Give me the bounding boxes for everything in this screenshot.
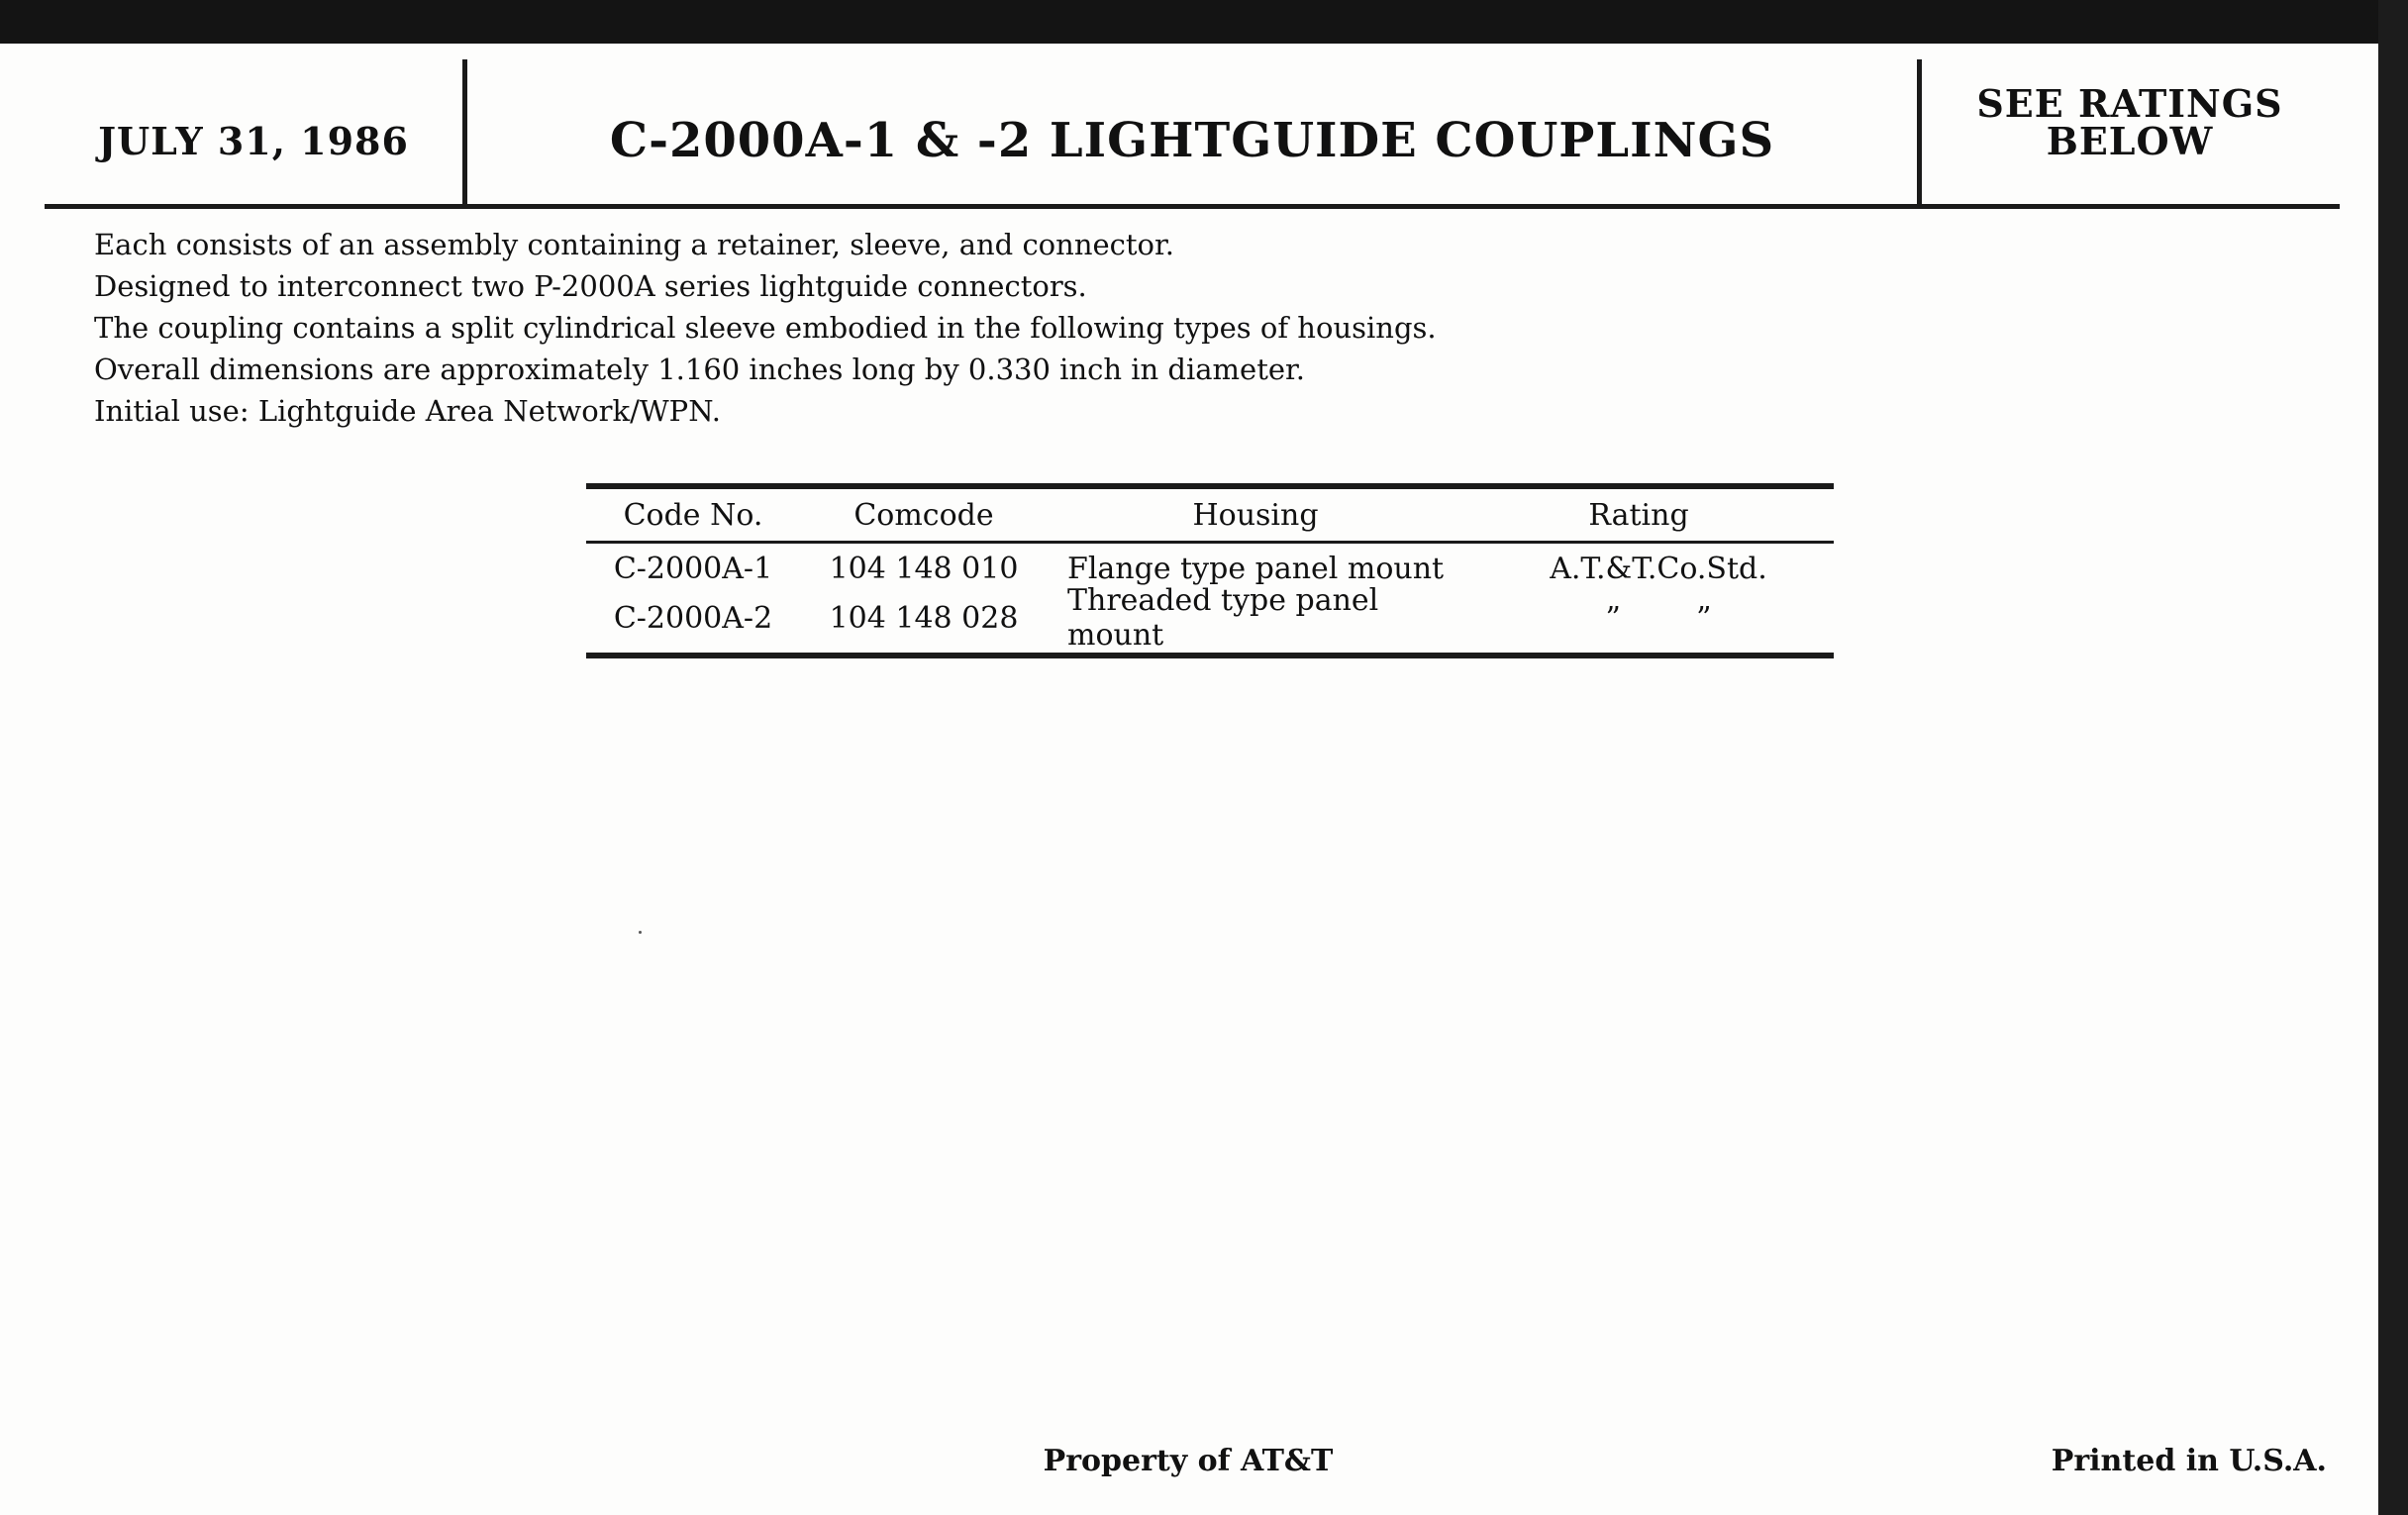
column-header-code: Code No.	[623, 497, 763, 533]
header-rule	[45, 204, 2340, 209]
page-title: C-2000A-1 & -2 LIGHTGUIDE COUPLINGS	[609, 113, 1775, 168]
cell-code: C-2000A-2	[613, 600, 773, 636]
scan-right-border	[2378, 0, 2408, 1515]
column-header-housing: Housing	[1192, 497, 1319, 533]
column-header-comcode: Comcode	[853, 497, 994, 533]
cell-housing: Threaded type panel mount	[1067, 583, 1379, 653]
description-line: Designed to interconnect two P-2000A series lightguide connectors.	[94, 269, 1087, 303]
scan-top-border	[0, 0, 2408, 44]
cell-comcode: 104 148 010	[829, 551, 1019, 586]
document-page	[0, 44, 2378, 1515]
table-header-row	[586, 489, 1834, 541]
description-line: Initial use: Lightguide Area Network/WPN.	[94, 394, 721, 428]
cell-rating: A.T.&T.Co.Std.	[1550, 551, 1767, 586]
coupling-table	[586, 483, 1834, 658]
rating-note-line-1: SEE RATINGS	[1976, 81, 2283, 126]
description-line: Overall dimensions are approximately 1.160 inches long by 0.330 inch in diameter.	[94, 353, 1305, 386]
rating-note-line-2: BELOW	[2046, 119, 2214, 163]
scan-speck	[639, 931, 642, 934]
cell-rating: ” ”	[1605, 600, 1712, 636]
footer-property: Property of AT&T	[1043, 1444, 1334, 1478]
table-rule-bottom	[586, 653, 1834, 658]
description-block	[94, 224, 1777, 432]
table-row	[586, 583, 1834, 653]
cell-housing: Flange type panel mount	[1067, 551, 1445, 586]
description-line: The coupling contains a split cylindrical sleeve embodied in the following types of housings.	[94, 311, 1437, 345]
header-rating-note	[1922, 81, 2338, 163]
description-line: Each consists of an assembly containing a retainer, sleeve, and connector.	[94, 228, 1174, 261]
footer-printed: Printed in U.S.A.	[2051, 1444, 2327, 1478]
header-date: JULY 31, 1986	[98, 119, 409, 163]
cell-code: C-2000A-1	[613, 551, 773, 586]
cell-comcode: 104 148 028	[829, 600, 1019, 636]
column-header-rating: Rating	[1588, 497, 1689, 533]
